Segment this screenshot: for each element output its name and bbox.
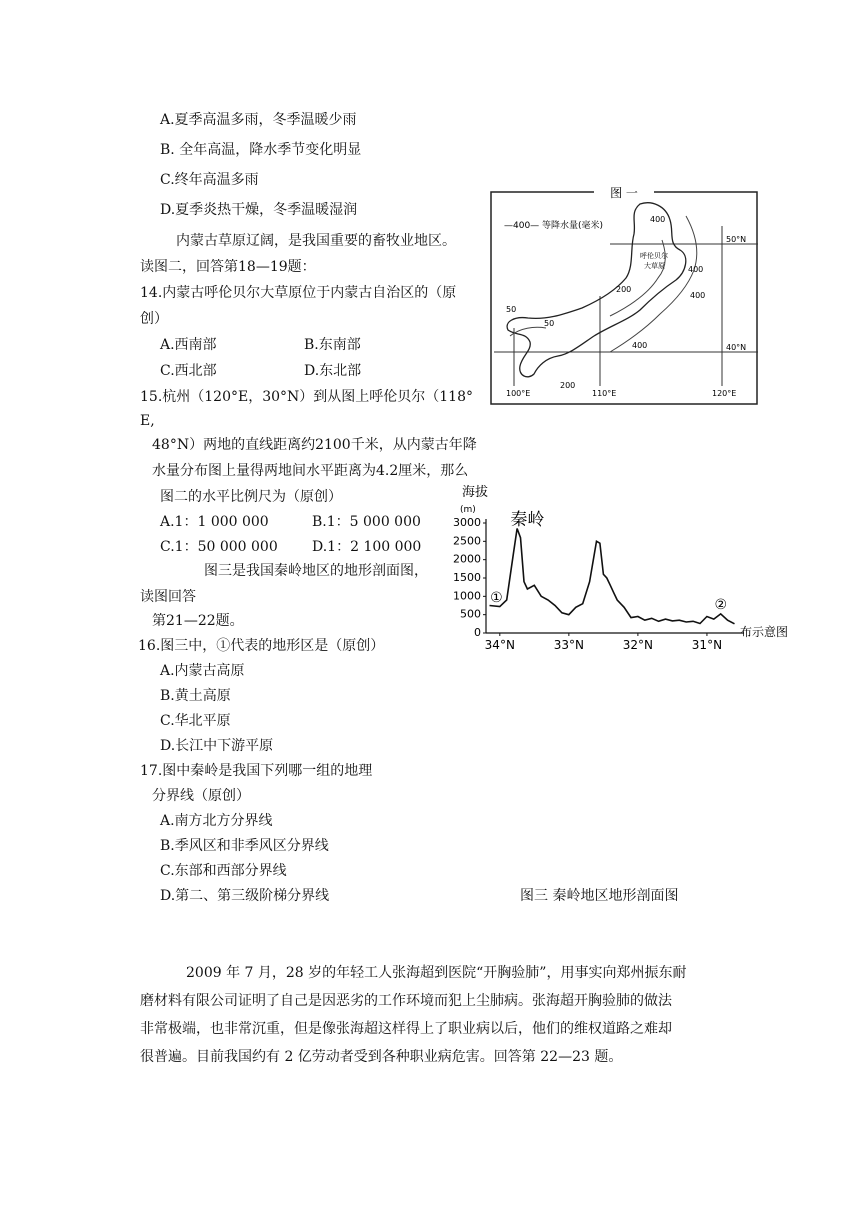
lon-100-label: 100°E (506, 389, 531, 398)
y-tick-label: 1000 (453, 589, 481, 603)
isohyet-50-mid-label: 50 (544, 319, 555, 328)
qinling-intro-line1: 图三是我国秦岭地区的地形剖面图， (204, 563, 428, 579)
profile-tick-labels (453, 516, 722, 652)
qinling-intro-line3: 第21—22题。 (152, 613, 244, 629)
q15-stem-line4: 水量分布图上量得两地间水平距离为4.2厘米，那么 (152, 463, 469, 479)
q14-option-c: C.西北部 (160, 363, 217, 379)
isohyet-400-right2-label: 400 (690, 291, 706, 300)
q14-option-b: B.东南部 (304, 337, 361, 353)
q16-option-c: C.华北平原 (160, 713, 231, 729)
q16-option-b: B.黄土高原 (160, 688, 231, 704)
figure1-title: 图 一 (610, 186, 638, 200)
q14-stem-line1: 14.内蒙古呼伦贝尔大草原位于内蒙古自治区的（原 (140, 285, 457, 301)
q16-option-d: D.长江中下游平原 (160, 738, 274, 754)
mongolia-intro-line1: 内蒙古草原辽阔，是我国重要的畜牧业地区。 (176, 233, 456, 249)
figure1-precipitation-map (490, 186, 758, 406)
terrain-profile-line (490, 529, 735, 624)
figure3-caption: 图三 秦岭地区地形剖面图 (520, 888, 679, 904)
figure3-terrain-profile-chart (448, 478, 848, 668)
x-tick-label: 33°N (553, 638, 584, 652)
q15-option-a: A.1：1 000 000 (160, 514, 269, 530)
isohyet-400-bottom-label: 400 (632, 341, 648, 350)
q15-stem-line1: 15.杭州（120°E，30°N）到从图上呼伦贝尔（118° (140, 389, 473, 405)
isohyet-400-right1-label: 400 (688, 265, 704, 274)
q13-option-c: C.终年高温多雨 (160, 172, 259, 188)
y-tick-label: 2000 (453, 552, 481, 566)
passage-line1: 2009 年 7 月，28 岁的年轻工人张海超到医院“开胸验肺”，用事实向郑州振东耐 (186, 965, 687, 981)
mongolia-intro-line2: 读图二，回答第18—19题： (140, 259, 316, 275)
lon-110-label: 110°E (592, 389, 617, 398)
isohyet-200-mid-label: 200 (616, 285, 632, 294)
q15-stem-line3: 48°N）两地的直线距离约2100千米，从内蒙古年降 (152, 437, 477, 453)
profile-annotation-0: 秦岭 (510, 509, 545, 530)
profile-annotations (490, 510, 727, 613)
isohyet-400-top-label: 400 (650, 215, 666, 224)
q14-option-a: A.西南部 (160, 337, 217, 353)
q17-option-a: A.南方北方分界线 (160, 813, 273, 829)
figure1-legend: —400— 等降水量(毫米) (504, 221, 604, 231)
y-axis-unit: (m) (460, 505, 476, 515)
place-grassland-label: 大草原 (644, 262, 665, 270)
q16-option-a: A.内蒙古高原 (160, 663, 245, 679)
q14-option-d: D.东北部 (304, 363, 362, 379)
passage-line4: 很普遍。目前我国约有 2 亿劳动者受到各种职业病危害。回答第 22—23 题。 (140, 1049, 623, 1065)
q17-stem-line1: 17.图中秦岭是我国下列哪一组的地理 (140, 763, 373, 779)
passage-line3: 非常极端，也非常沉重，但是像张海超这样得上了职业病以后，他们的维权道路之难却 (140, 1021, 672, 1037)
q17-option-c: C.东部和西部分界线 (160, 863, 287, 879)
q15-stem-line5: 图二的水平比例尺为（原创） (160, 489, 342, 505)
y-axis-title: 海拔 (462, 485, 489, 500)
q16-stem: 16.图三中，①代表的地形区是（原创） (138, 638, 385, 654)
y-tick-label: 3000 (453, 516, 481, 529)
q17-option-d: D.第二、第三级阶梯分界线 (160, 888, 330, 904)
passage-line2: 磨材料有限公司证明了自己是因恶劣的工作环境而犯上尘肺病。张海超开胸验肺的做法 (140, 993, 672, 1009)
q15-option-d: D.1：2 100 000 (312, 539, 422, 555)
x-tick-label: 32°N (622, 638, 654, 652)
q17-stem-line2: 分界线（原创） (152, 788, 250, 804)
q13-option-a: A.夏季高温多雨，冬季温暖少雨 (160, 112, 357, 128)
lon-120-label: 120°E (712, 389, 737, 398)
y-tick-label: 1500 (453, 571, 481, 584)
lat-40-label: 40°N (726, 343, 747, 352)
figure-fragment-label: 布示意图 (740, 625, 789, 639)
q13-option-b: B. 全年高温，降水季节变化明显 (160, 142, 362, 158)
q14-stem-line2: 创） (140, 311, 168, 327)
y-tick-label: 0 (474, 626, 481, 639)
profile-annotation-1: ① (490, 589, 503, 606)
x-tick-label: 31°N (691, 638, 723, 652)
q15-stem-line2: E, (140, 413, 155, 429)
x-tick-label: 34°N (484, 638, 515, 652)
q17-option-b: B.季风区和非季风区分界线 (160, 838, 329, 854)
place-hulunbuir-label: 呼伦贝尔 (640, 252, 668, 260)
lat-50-label: 50°N (726, 235, 747, 244)
y-tick-label: 500 (460, 607, 481, 621)
q15-option-c: C.1：50 000 000 (160, 539, 278, 555)
isohyet-50-left-label: 50 (506, 305, 517, 314)
isohyet-200-bottom-label: 200 (560, 381, 576, 390)
q13-option-d: D.夏季炎热干燥，冬季温暖湿润 (160, 202, 358, 218)
y-tick-label: 2500 (453, 534, 481, 548)
profile-annotation-2: ② (714, 597, 728, 614)
qinling-intro-line2: 读图回答 (140, 589, 196, 605)
q15-option-b: B.1：5 000 000 (312, 514, 421, 530)
